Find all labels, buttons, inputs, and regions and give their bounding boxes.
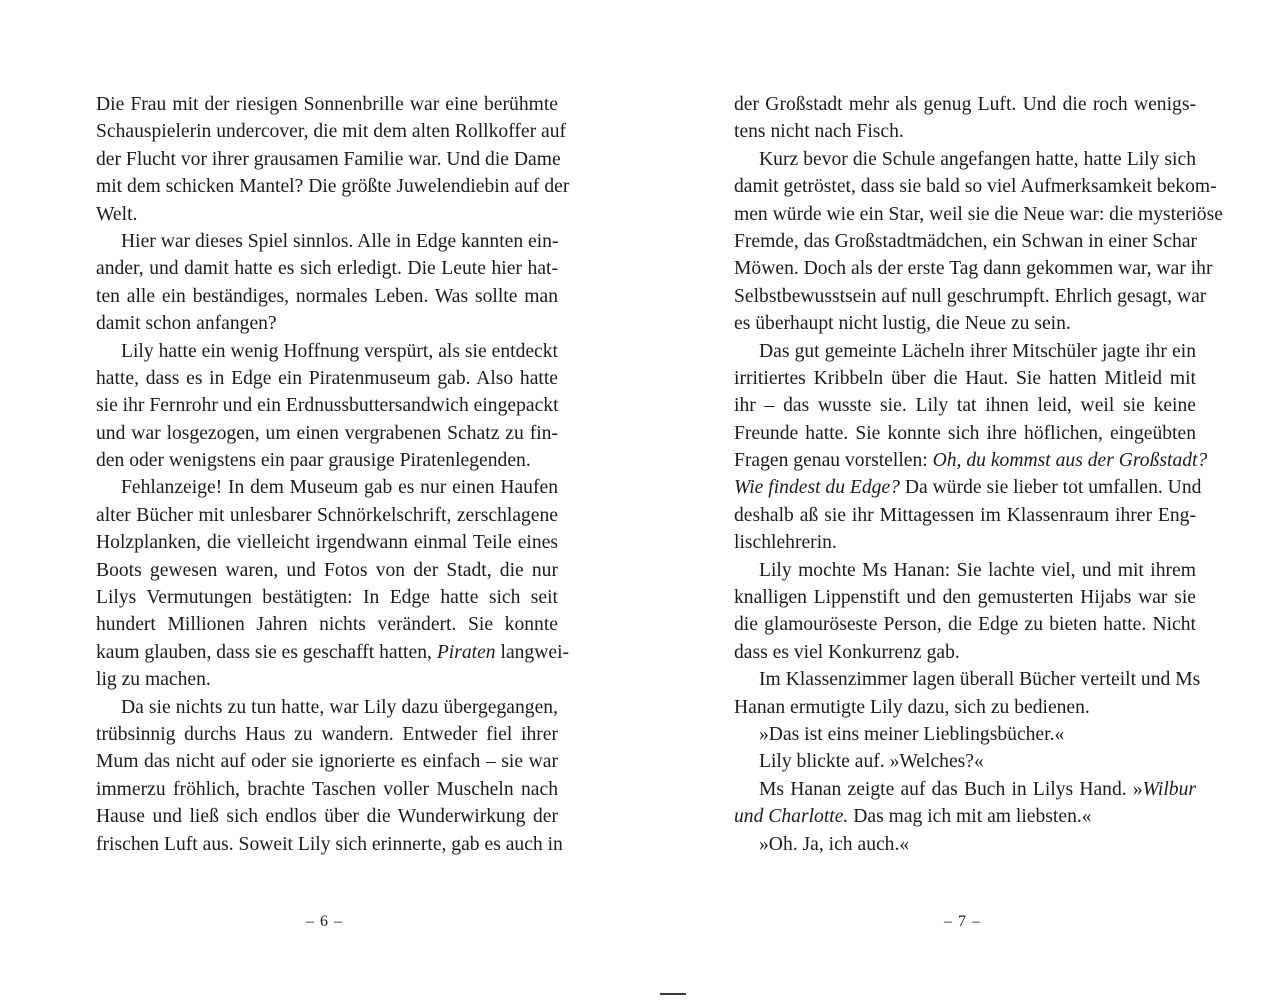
text-line: Holzplanken, die vielleicht irgendwann einmal Teile eines (96, 532, 558, 554)
italic-text: Piraten (436, 641, 496, 663)
text-line: Selbstbewusstsein auf null geschrumpft. Ehrlich gesagt, war (734, 285, 1207, 307)
text-line: Welt. (96, 203, 138, 225)
text-line-with-italic (734, 776, 1196, 803)
text-line: Freunde hatte. Sie konnte sich ihre höflichen, eingeübten (734, 422, 1196, 444)
text-line: knalligen Lippenstift und den gemusterten Hijabs war sie (734, 587, 1196, 609)
text-line: Da sie nichts zu tun hatte, war Lily dazu übergegangen, (121, 696, 558, 718)
text-line: »Das ist eins meiner Lieblingsbücher.« (759, 723, 1065, 745)
text-line: der Flucht vor ihrer grausamen Familie war. Und die Dame (96, 148, 561, 170)
text-line: und war losgezogen, um einen vergrabenen Schatz zu fin- (96, 422, 558, 444)
text-line: sie ihr Fernrohr und ein Erdnussbuttersandwich eingepackt (96, 395, 559, 417)
text-line: Lilys Vermutungen bestätigten: In Edge hatte sich seit (96, 587, 558, 609)
italic-text: Wilbur (1142, 778, 1196, 800)
text-line: Boots gewesen waren, und Fotos von der Stadt, die nur (96, 559, 558, 581)
text-segment: Fragen genau vorstellen: (734, 450, 928, 472)
italic-text: und Charlotte. (734, 806, 849, 828)
text-line: der Großstadt mehr als genug Luft. Und die roch wenigs- (734, 94, 1196, 115)
text-line: Mum das nicht auf oder sie ignorierte es einfach – sie war (96, 751, 558, 773)
text-line: mit dem schicken Mantel? Die größte Juwelendiebin auf der (96, 176, 570, 198)
text-line: Das gut gemeinte Lächeln ihrer Mitschüler jagte ihr ein (759, 340, 1196, 362)
text-line: Im Klassenzimmer lagen überall Bücher verteilt und Ms (759, 669, 1201, 691)
crop-mark (660, 993, 686, 995)
italic-text: Oh, du kommst aus der Großstadt? (932, 450, 1208, 472)
text-line: ten alle ein beständiges, normales Leben. Was sollte man (96, 285, 558, 307)
text-line: frischen Luft aus. Soweit Lily sich erinnerte, gab es auch in (96, 833, 563, 855)
text-line: »Oh. Ja, ich auch.« (759, 833, 910, 855)
text-line: alter Bücher mit unlesbarer Schnörkelschrift, zerschlagene (96, 504, 558, 526)
italic-text: Wie findest du Edge? (734, 477, 900, 499)
text-line: Schauspielerin undercover, die mit dem alten Rollkoffer auf (96, 121, 567, 143)
text-line: Fehlanzeige! In dem Museum gab es nur einen Haufen (121, 477, 558, 499)
text-line: Möwen. Doch als der erste Tag dann gekommen war, war ihr (734, 258, 1213, 280)
text-line: damit getröstet, dass sie bald so viel Aufmerksamkeit bekom- (734, 176, 1217, 198)
text-line: den oder wenigstens ein paar grausige Piratenlegenden. (96, 450, 531, 472)
text-line: Fremde, das Großstadtmädchen, ein Schwan in einer Schar (734, 230, 1198, 252)
text-line: hatte, dass es in Edge ein Piratenmuseum gab. Also hatte (96, 367, 558, 389)
text-line: Kurz bevor die Schule angefangen hatte, hatte Lily sich (759, 148, 1196, 170)
text-line: lischlehrerin. (734, 532, 837, 554)
text-line-with-italic (734, 474, 1202, 501)
text-line: damit schon anfangen? (96, 313, 277, 335)
text-line: Hier war dieses Spiel sinnlos. Alle in Edge kannten ein- (121, 230, 559, 252)
text-line: ander, und damit hatte es sich erledigt. Die Leute hier hat- (96, 258, 558, 280)
text-line: Lily hatte ein wenig Hoffnung verspürt, als sie entdeckt (121, 340, 558, 362)
text-line: Hanan ermutigte Lily dazu, sich zu bedienen. (734, 696, 1090, 718)
text-line: dass es viel Konkurrenz gab. (734, 641, 960, 663)
text-line: deshalb aß sie ihr Mittagessen im Klassenraum ihrer Eng- (734, 504, 1196, 526)
text-line: trübsinnig durchs Haus zu wandern. Entweder fiel ihrer (96, 723, 558, 745)
text-line-with-italic (734, 803, 1196, 830)
right-page (734, 91, 1223, 858)
text-line: irritiertes Kribbeln über die Haut. Sie hatten Mitleid mit (734, 367, 1196, 389)
text-line: Die Frau mit der riesigen Sonnenbrille war eine berühmte (96, 94, 558, 115)
text-line-with-italic (96, 639, 570, 666)
text-line: tens nicht nach Fisch. (734, 121, 904, 143)
text-line: hundert Millionen Jahren nichts verändert. Sie konnte (96, 614, 558, 636)
text-segment: kaum glauben, dass sie es geschafft hatten, (96, 641, 432, 663)
text-line: die glamouröseste Person, die Edge zu bieten hatte. Nicht (734, 614, 1196, 636)
page-number-left: – 6 – (306, 913, 343, 930)
text-line: ihr – das wusste sie. Lily tat ihnen leid, weil sie keine (734, 395, 1196, 417)
text-line: immerzu fröhlich, brachte Taschen voller Muscheln nach (96, 778, 558, 800)
text-line: lig zu machen. (96, 669, 211, 691)
text-segment: langwei- (500, 641, 570, 663)
left-page (96, 91, 570, 858)
text-line: Hause und ließ sich endlos über die Wunderwirkung der (96, 806, 558, 828)
text-line-with-italic (734, 447, 1208, 474)
page-number-right: – 7 – (944, 913, 981, 930)
text-line: es überhaupt nicht lustig, die Neue zu sein. (734, 313, 1071, 335)
text-line: Lily mochte Ms Hanan: Sie lachte viel, und mit ihrem (759, 559, 1196, 581)
text-segment: Da würde sie lieber tot umfallen. Und (904, 477, 1202, 499)
text-line: men würde wie ein Star, weil sie die Neue war: die mysteriöse (734, 203, 1223, 225)
text-segment: Das mag ich mit am liebsten.« (853, 806, 1092, 828)
text-line: Lily blickte auf. »Welches?« (759, 751, 984, 773)
text-segment: Ms Hanan zeigte auf das Buch in Lilys Hand. » (759, 778, 1143, 800)
